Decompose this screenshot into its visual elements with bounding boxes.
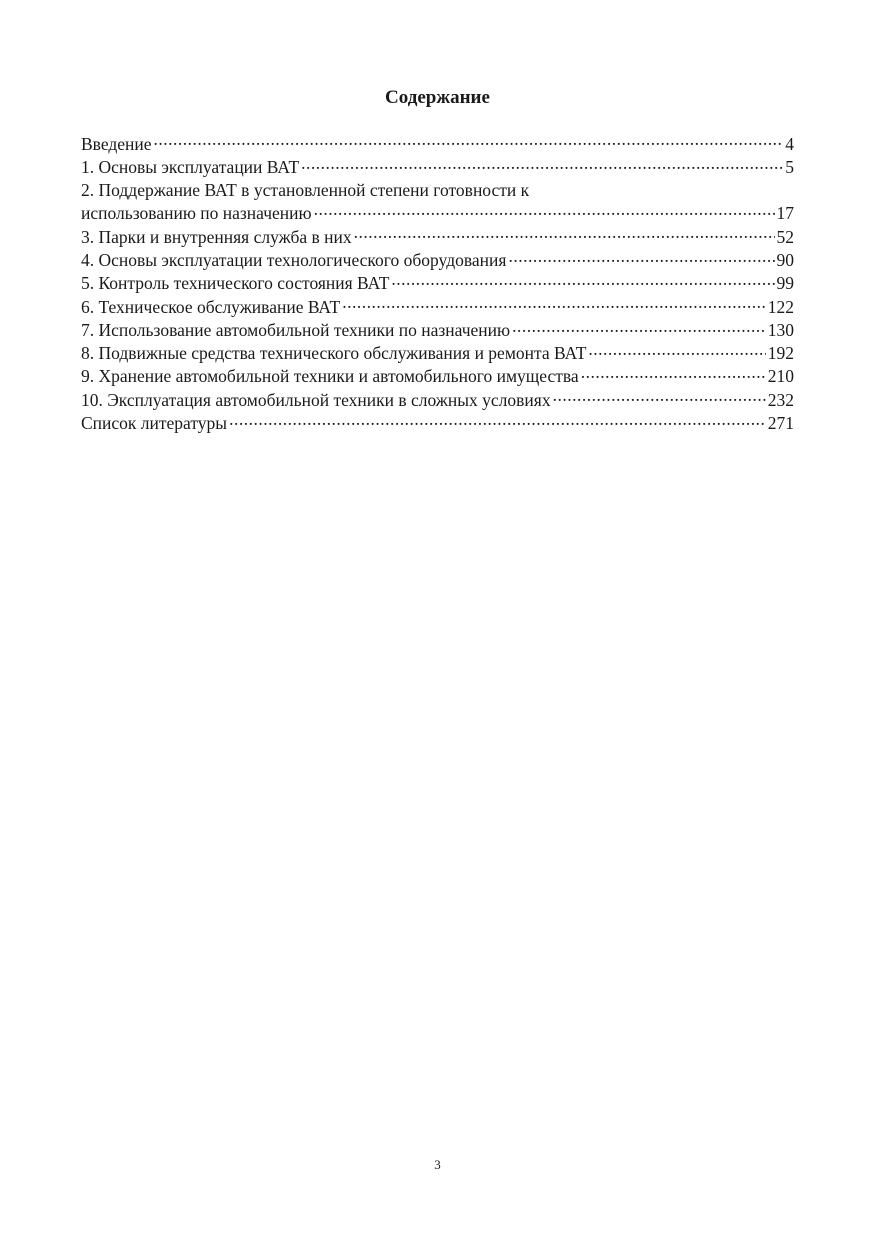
dot-leader bbox=[342, 295, 766, 313]
page-number: 3 bbox=[434, 1157, 441, 1172]
toc-entry-introduction[interactable] bbox=[81, 132, 794, 155]
toc-entry-title: 6. Техническое обслуживание ВАТ bbox=[81, 296, 341, 317]
toc-entry-title: 3. Парки и внутренняя служба в них bbox=[81, 226, 352, 247]
toc-entry-chapter-8[interactable] bbox=[81, 342, 794, 365]
toc-entry-chapter-2[interactable] bbox=[81, 179, 794, 226]
table-of-contents bbox=[81, 132, 794, 435]
toc-entry-chapter-10[interactable] bbox=[81, 388, 794, 411]
toc-entry-page: 130 bbox=[767, 319, 794, 340]
dot-leader bbox=[354, 225, 775, 243]
toc-entry-title: Введение bbox=[81, 133, 152, 154]
toc-entry-title: 10. Эксплуатация автомобильной техники в сложных условиях bbox=[81, 389, 551, 410]
dot-leader bbox=[391, 272, 774, 290]
toc-entry-page: 99 bbox=[776, 273, 794, 294]
toc-entry-title: Список литературы bbox=[81, 413, 228, 434]
toc-entry-page: 210 bbox=[767, 366, 794, 387]
dot-leader bbox=[581, 365, 766, 383]
toc-entry-page: 192 bbox=[767, 343, 794, 364]
toc-entry-title: использованию по назначению bbox=[81, 203, 312, 224]
toc-entry-chapter-3[interactable] bbox=[81, 225, 794, 248]
dot-leader bbox=[229, 412, 766, 430]
dot-leader bbox=[588, 342, 765, 360]
toc-entry-chapter-7[interactable] bbox=[81, 318, 794, 341]
toc-entry-references[interactable] bbox=[81, 412, 794, 435]
toc-entry-title: 8. Подвижные средства технического обслуживания и ремонта ВАТ bbox=[81, 343, 587, 364]
toc-entry-chapter-5[interactable] bbox=[81, 272, 794, 295]
toc-entry-title: 1. Основы эксплуатации ВАТ bbox=[81, 156, 300, 177]
toc-entry-title: 4. Основы эксплуатации технологического оборудования bbox=[81, 249, 507, 270]
toc-entry-page: 5 bbox=[785, 156, 794, 177]
dot-leader bbox=[154, 132, 784, 150]
toc-entry-page: 4 bbox=[785, 133, 794, 154]
dot-leader bbox=[314, 202, 775, 220]
toc-entry-page: 90 bbox=[776, 249, 794, 270]
dot-leader bbox=[301, 155, 783, 173]
dot-leader bbox=[508, 248, 774, 266]
toc-entry-title-line-1: 2. Поддержание ВАТ в установленной степени готовности к bbox=[81, 179, 530, 200]
toc-entry-chapter-1[interactable] bbox=[81, 155, 794, 178]
toc-entry-chapter-4[interactable] bbox=[81, 248, 794, 271]
toc-entry-title: 9. Хранение автомобильной техники и автомобильного имущества bbox=[81, 366, 579, 387]
toc-entry-chapter-6[interactable] bbox=[81, 295, 794, 318]
toc-entry-page: 122 bbox=[767, 296, 794, 317]
toc-entry-page: 271 bbox=[767, 413, 794, 434]
toc-entry-title: 7. Использование автомобильной техники по назначению bbox=[81, 319, 511, 340]
toc-entry-page: 232 bbox=[767, 389, 794, 410]
toc-entry-page: 52 bbox=[776, 226, 794, 247]
dot-leader bbox=[512, 318, 766, 336]
toc-entry-chapter-9[interactable] bbox=[81, 365, 794, 388]
dot-leader bbox=[553, 388, 766, 406]
toc-entry-title: 5. Контроль технического состояния ВАТ bbox=[81, 273, 390, 294]
page-title: Содержание bbox=[385, 87, 490, 108]
toc-entry-page: 17 bbox=[776, 203, 794, 224]
